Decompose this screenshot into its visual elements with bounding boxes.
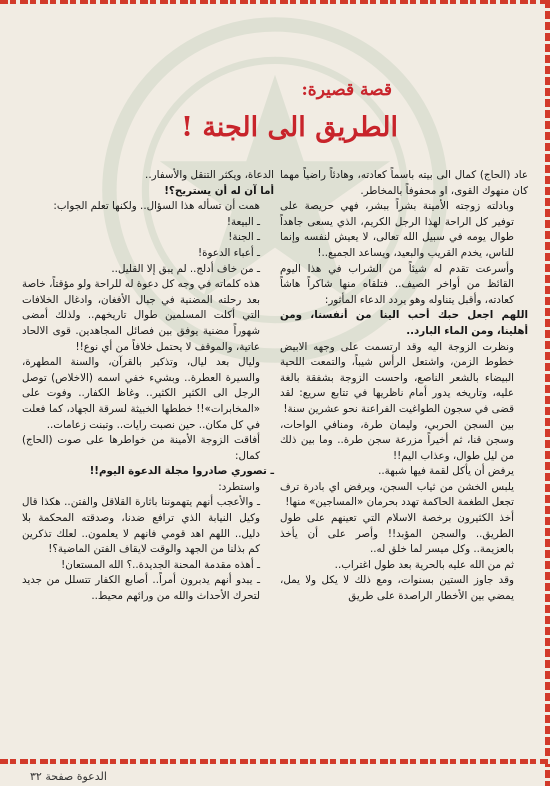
right-border-band — [545, 0, 550, 786]
paragraph: ـ تصوري صادروا مجلة الدعوة اليوم!! — [89, 465, 274, 478]
paragraph: ـ من خاف أدلج.. لم يبق إلا القليل.. — [111, 262, 260, 275]
paragraph: ـ الجنة! — [228, 231, 260, 244]
top-border-band — [0, 0, 550, 4]
article-title: الطريق الى الجنة ! — [181, 112, 398, 143]
paragraph: يلبس الخشن من ثياب السجن، ويرفض اي بادرة ترف تجعل الطغمة الحاكمة تهدد بحرمان «المساجين» منها! — [280, 480, 514, 509]
paragraph: ـ البيعة! — [226, 215, 260, 228]
paragraph: ـ أعباء الدعوة! — [197, 246, 260, 259]
paragraph: هذه كلماته في وجه كل دعوة له للراحة ولو مؤقتاً، خاصة بعد رحلته المضنية في جبال الأفغان، وادغال الخلافات التي أكلت المسلمين طوال تاريخهم.. ولذلك أمضى شهوراً مضنية يوفق بين فصائل المجاهدين. قوى الالحاد عاتية، والموقف لا يحتمل خلافاً من أي نوع!! — [22, 278, 260, 353]
paragraph: ثم من الله عليه بالحرية بعد طول اغتراب.. — [334, 558, 514, 571]
paragraph: وليال بعد ليال، وتذكير بالقرآن، والسنة المطهرة، والسيرة العطرة.. وبشيء خفي اسمه (الاخلاص) توصل الرجل الى الكثير الكثير.. وغاظ الكفار.. وفوت على «المخابرات»!! خططها الخبيثة لسرقة الجهاد، كما فعلت في كل مكان.. حين نصبت رايات.. وتبنت زعامات.. — [22, 356, 260, 431]
paragraph: عاد (الحاج) كمال الى بيته باسماً كعادته، وهادئاً راضياً مهما كان منهوك القوى، او محفوفاً بالمخاطر. — [280, 169, 528, 197]
paragraph: اللهم اجعل حبك أحب الينا من أنفسنا، ومن أهلينا، ومن الماء البارد.. — [280, 309, 528, 337]
paragraph: وبادلته زوجته الأمينة بشراً ببشر، فهي حريصة على توفير كل الراحة لهذا الرجل الكريم، الذي يسعى جاهداً طوال يومه في سبيل الله تعالى، لا يعيش لنفسه وإنما للناس، يخدم القريب والبعيد، ويساعد الجميع..! — [280, 200, 514, 259]
paragraph: يرفض أن يأكل لقمة فيها شبهة.. — [378, 465, 514, 478]
paragraph: أفاقت الزوجة الأمينة من خواطرها على صوت (الحاج) كمال: — [22, 434, 260, 462]
paragraph: بين السجن الحربي، وليمان طرة، ومنافي الواحات، وسجن قنا، ثم أخيراً مزرعة سجن طرة.. وما بين ذلك من ليل طوال، وعذاب اليم!! — [280, 418, 514, 462]
bottom-border-band — [0, 759, 550, 764]
paragraph: ـ يبدو أنهم يدبرون أمراً.. أصابع الكفار تتسلل من جديد لتحرك الأحداث والله من ورائهم محيط.. — [22, 574, 260, 603]
paragraph: أخذ الكثيرون برخصة الاسلام التي تعينهم على طول الطريق.. والسجن المؤبد!! وأصر على أن يأخذ بالعزيمة.. وكل ميسر لما خلق له.. — [280, 512, 514, 556]
paragraph: واستطرد: — [218, 480, 260, 493]
paragraph: ـ أهذه مقدمة المحنة الجديدة..؟ الله المستعان! — [61, 558, 260, 571]
article-column-right — [280, 168, 528, 605]
article-column-left — [22, 168, 274, 605]
paragraph: همت أن تسأله هذا السؤال.. ولكنها تعلم الجواب: — [53, 200, 260, 213]
paragraph: الدعاة، ويكثر التنقل والأسفار.. — [145, 169, 274, 181]
paragraph: ونظرت الزوجة اليه وقد ارتسمت على وجهه الابيض خطوط الزمن، واشتعل الرأس شيباً، والتمعت اللحية البيضاء بالشعر الناصع، واحست الزوجة بشفقة بالغة عليه، وتاريخه يدور أمام ناظريها في تتابع سريع: لقد قضى في سجون الطواغيت الفراعنة نحو عشرين سنة! — [280, 340, 514, 415]
paragraph: ـ والأعجب أنهم يتهموننا باثارة القلاقل والفتن.. هكذا قال وكيل النيابة الذي ترافع ضدنا، وصدقته المحكمة بلا دليل.. اللهم اهد قومي فانهم لا يعلمون.. لعلك تذكرين كم بذلنا من الجهد والوقت لايقاف الفتن الماضية؟! — [22, 496, 260, 556]
paragraph: وأسرعت تقدم له شيئاً من الشراب في هذا اليوم القائظ من أواخر الصيف.. فتلقاه منها شاكراً هاشاً كعادته، وأقبل يتناوله وهو يردد الدعاء المأثور: — [280, 262, 514, 306]
paragraph: وقد جاوز الستين بسنوات، ومع ذلك لا يكل ولا يمل، يمضي بين الأخطار الراصدة على طريق — [280, 574, 514, 603]
page-footer-folio: الدعوة صفحة ٣٢ — [30, 770, 107, 783]
paragraph: أما آن له أن يستريح؟! — [164, 184, 274, 197]
section-label: قصة قصيرة: — [301, 80, 392, 100]
